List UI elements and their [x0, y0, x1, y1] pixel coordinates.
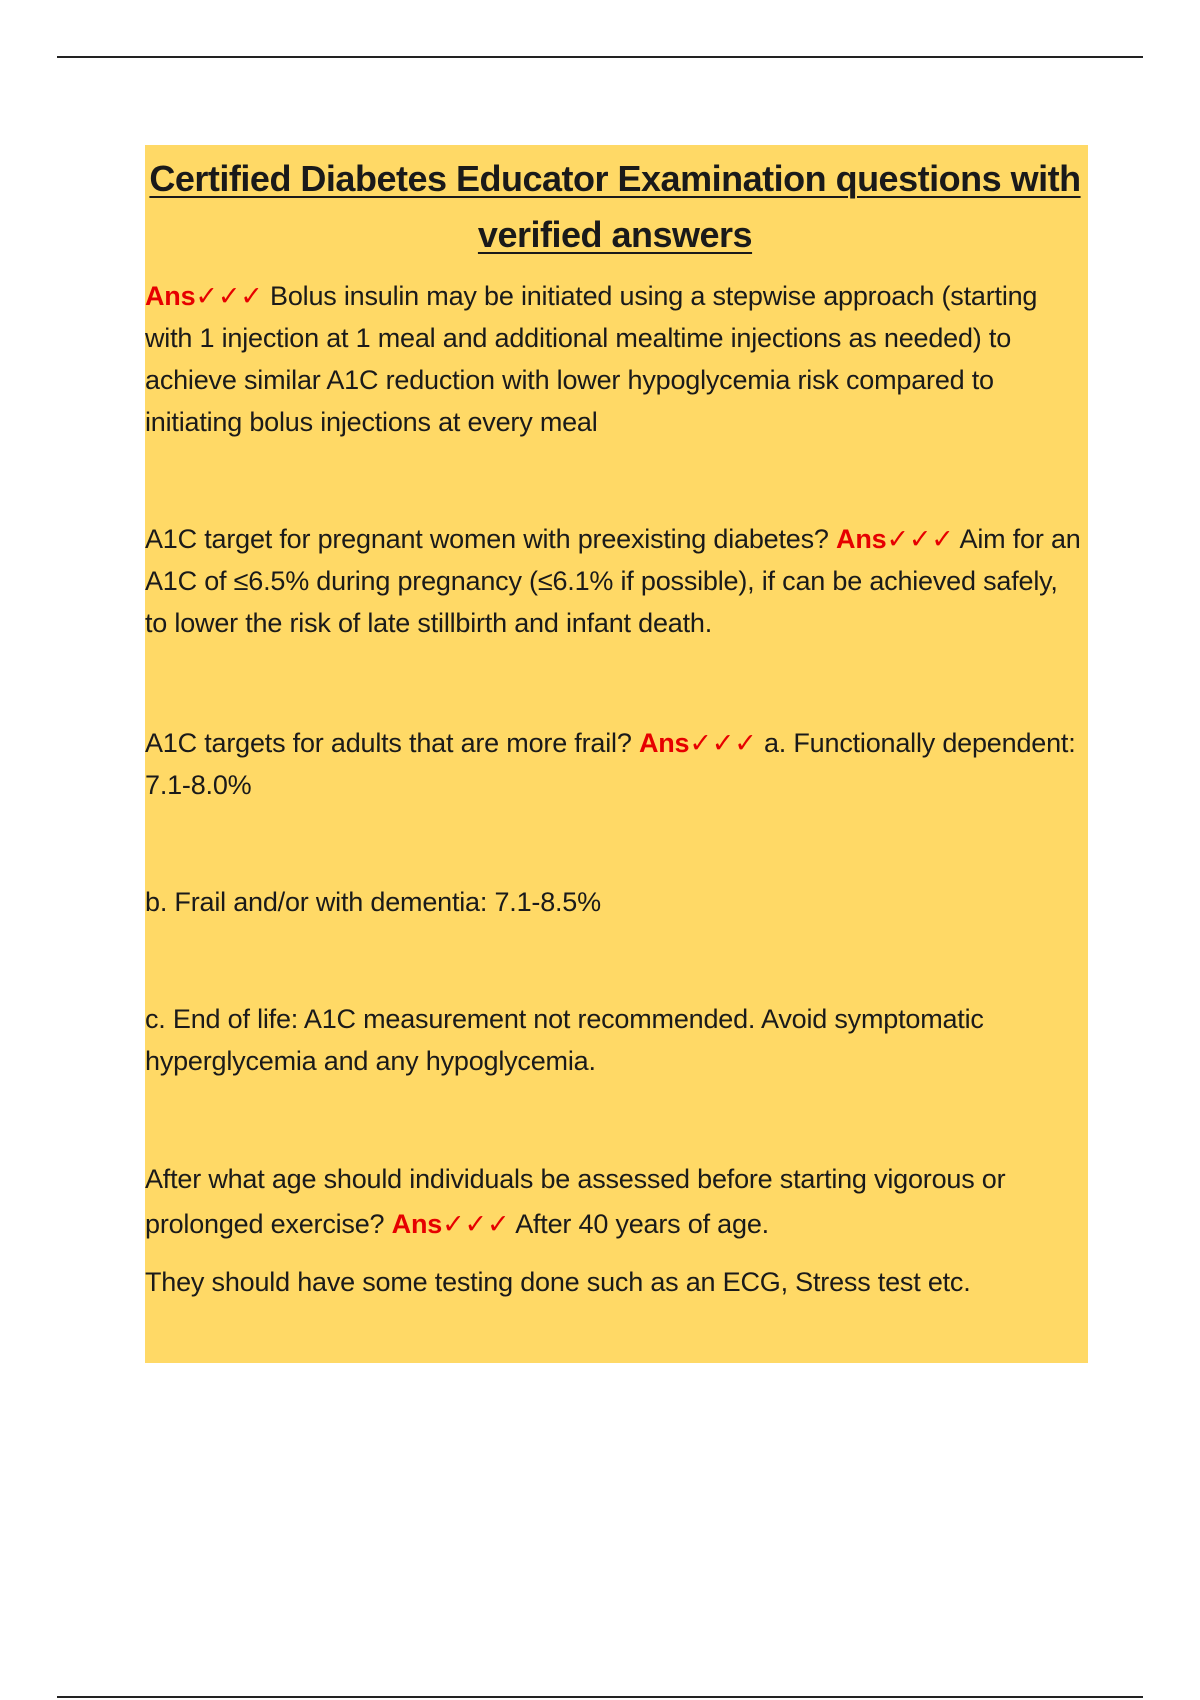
qa-item-2 [145, 518, 1085, 644]
qa-item-1 [145, 275, 1085, 443]
question-text: A1C targets for adults that are more frail? [145, 728, 632, 758]
answer-text: a. Functionally dependent: 7.1-8.0% [145, 728, 1076, 800]
highlighted-content-block [145, 145, 1088, 1363]
answer-label: Ans [836, 524, 887, 554]
qa-item-3-option-c: c. End of life: A1C measurement not recommended. Avoid symptomatic hyperglycemia and any hypoglycemia. [145, 1004, 984, 1076]
qa-item-4 [145, 1157, 1085, 1247]
question-text: After what age should individuals be assessed before starting vigorous or prolonged exercise? [145, 1164, 1006, 1239]
answer-text: Aim for an A1C of ≤6.5% during pregnancy (≤6.1% if possible), if can be achieved safely, to lower the risk of late stillbirth and infant death. [145, 524, 1081, 638]
checkmark-icon: ✓✓✓ [886, 524, 954, 554]
checkmark-icon: ✓✓✓ [689, 728, 757, 758]
question-text: A1C target for pregnant women with preexisting diabetes? [145, 524, 829, 554]
answer-text: Bolus insulin may be initiated using a stepwise approach (starting with 1 injection at 1 meal and additional mealtime injections as needed) to achieve similar A1C reduction with lower hypoglycemia risk compared to initiating bolus injections at every meal [145, 281, 1038, 437]
checkmark-icon: ✓✓✓ [195, 281, 263, 311]
answer-label: Ans [145, 281, 196, 311]
header-rule [57, 56, 1143, 58]
answer-label: Ans [638, 728, 690, 758]
qa-item-4-note: They should have some testing done such as an ECG, Stress test etc. [145, 1267, 971, 1297]
document-title: Certified Diabetes Educator Examination questions with verified answers [149, 158, 1081, 255]
answer-label: Ans [391, 1209, 443, 1239]
qa-item-3-option-b: b. Frail and/or with dementia: 7.1-8.5% [145, 887, 601, 917]
qa-item-3 [145, 722, 1085, 806]
answer-text: After 40 years of age. [515, 1209, 769, 1239]
footer-rule [57, 1696, 1143, 1698]
checkmark-icon: ✓✓✓ [442, 1209, 510, 1239]
